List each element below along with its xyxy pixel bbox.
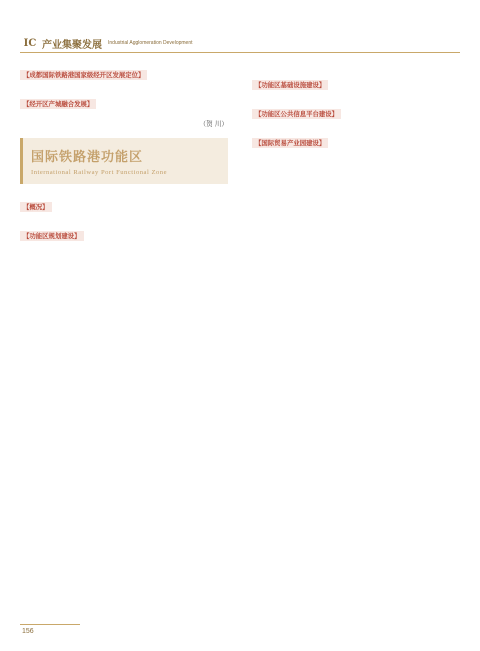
section-tag: 【功能区公共信息平台建设】 — [252, 109, 341, 119]
header-divider — [20, 52, 460, 53]
section-title-english: Industrial Agglomeration Development — [108, 40, 193, 46]
page-number: 156 — [22, 628, 34, 635]
left-column — [20, 62, 228, 252]
section-tag: 【经开区产城融合发展】 — [20, 99, 96, 109]
section-tag: 【国际贸易产业园建设】 — [252, 138, 328, 148]
section-tag: 【功能区规划建设】 — [20, 231, 84, 241]
zone-title: 国际铁路港功能区 — [31, 150, 144, 165]
article-block — [20, 223, 228, 242]
footer-divider — [20, 624, 80, 625]
section-tag: 【概况】 — [20, 202, 52, 212]
author-signature: （贺 川） — [199, 120, 228, 128]
section-tag: 【功能区基础设施建设】 — [252, 80, 328, 90]
article-block — [252, 101, 460, 120]
page-header — [20, 34, 460, 52]
article-block — [252, 72, 460, 91]
article-block — [20, 194, 228, 213]
section-logo-icon: IC — [23, 37, 37, 49]
right-column — [252, 62, 460, 159]
article-block — [20, 91, 228, 110]
article-block — [20, 62, 228, 81]
section-title: 产业集聚发展 — [42, 39, 102, 51]
section-tag: 【成都国际铁路港国家级经开区发展定位】 — [20, 70, 147, 80]
article-block — [252, 130, 460, 149]
zone-banner — [20, 138, 228, 184]
zone-title-english: International Railway Port Functional Zone — [31, 169, 167, 176]
